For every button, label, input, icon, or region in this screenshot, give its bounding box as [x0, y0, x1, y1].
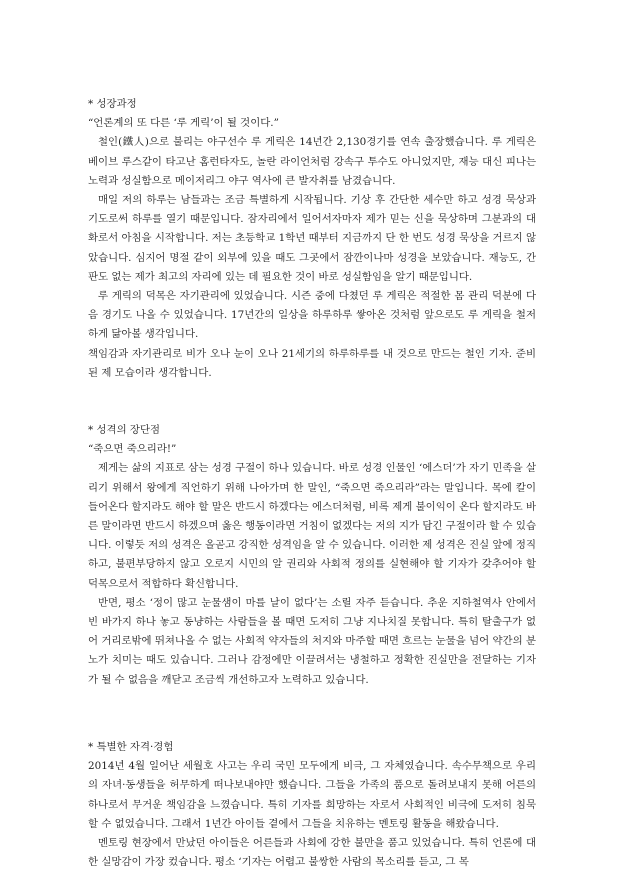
section-heading: * 성장과정 — [88, 98, 137, 110]
section-growth — [88, 95, 536, 383]
spacer — [88, 383, 536, 421]
paragraph: 철인(鐵人)으로 불리는 야구선수 루 게릭은 14년간 2,130경기를 연속 출장했습니다. 루 게릭은 베이브 루스같이 타고난 홈런타자도, 놀란 라이언처럼 강속구 투수도 아니었지만, 재능 대신 피나는 노력과 성실함으로 메이저리그 야구 역사에 큰 발자취를 남겼습니다. — [88, 136, 536, 187]
section-quote: “죽으면 죽으리라!” — [88, 443, 177, 456]
section-quote: “언론계의 또 다른 ‘루 게릭’이 될 것이다.” — [88, 117, 279, 130]
paragraph: 루 게릭의 덕목은 자기관리에 있었습니다. 시즌 중에 다쳤던 루 게릭은 적절한 몸 관리 덕분에 다음 경기도 나올 수 있었습니다. 17년간의 일상을 하루하루 쌓아온 것처럼 앞으로도 루 게릭을 철저하게 닮아볼 생각입니다. — [88, 290, 536, 341]
paragraph: 제게는 삶의 지표로 삼는 성경 구절이 하나 있습니다. 바로 성경 인물인 ‘에스더’가 자기 민족을 살리기 위해서 왕에게 직언하기 위해 나아가며 한 말인, “죽으면 죽으리라”라는 말입니다. 목에 칼이 들어온다 할지라도 해야 할 말은 반드시 하겠다는 에스더처럼, 비록 제게 불이익이 온다 할지라도 바른 말이라면 반드시 하겠으며 옳은 행동이라면 거침이 없겠다는 저의 지가 담긴 구절이라 할 수 있습니다. 이렇듯 저의 성격은 올곧고 강직한 성격임을 알 수 있습니다. 이러한 제 성격은 진실 앞에 정직하고, 불편부당하지 않고 오로지 시민의 알 권리와 사회적 정의를 실현해야 할 기자가 갖추어야 할 덕목으로서 적합하다 확신합니다. — [88, 462, 536, 590]
spacer — [88, 690, 536, 738]
section-experience — [88, 738, 536, 872]
paragraph: 2014년 4월 일어난 세월호 사고는 우리 국민 모두에게 비극, 그 자체였습니다. 속수무책으로 우리의 자녀·동생들을 허무하게 떠나보내야만 했습니다. 그들을 가족의 품으로 돌려보내지 못해 어른의 하나로서 무거운 책임감을 느꼈습니다. 특히 기자를 희망하는 자로서 사회적인 비극에 도저히 침묵할 수 없었습니다. 그래서 1년간 아이들 곁에서 그들을 치유하는 멘토링 활동을 해왔습니다. — [88, 760, 536, 830]
section-heading: * 성격의 장단점 — [88, 424, 161, 437]
paragraph: 멘토링 현장에서 만났던 아이들은 어른들과 사회에 강한 불만을 품고 있었습니다. 특히 언론에 대한 실망감이 가장 컸습니다. 평소 ‘기자는 어렵고 불쌍한 사람의 목소리를 듣고, 그 목 — [88, 836, 536, 869]
document-body — [88, 95, 536, 872]
section-heading: * 특별한 자격·경험 — [88, 740, 174, 753]
section-personality — [88, 421, 536, 690]
paragraph: 매일 저의 하루는 남들과는 조금 특별하게 시작됩니다. 기상 후 간단한 세수만 하고 성경 묵상과 기도로써 하루를 열기 때문입니다. 잠자리에서 일어서자마자 제가 믿는 신을 묵상하며 그분과의 대화로서 아침을 시작합니다. 저는 초등학교 1학년 때부터 지금까지 단 한 번도 성경 묵상을 거르지 않았습니다. 심지어 명절 같이 외부에 있을 때도 그곳에서 잠깐이나마 성경을 보았습니다. 재능도, 간판도 없는 제가 최고의 자리에 있는 데 필요한 것이 바로 성실함임을 알기 때문입니다. — [88, 194, 536, 283]
paragraph: 반면, 평소 ‘정이 많고 눈물샘이 마를 날이 없다’는 소릴 자주 듣습니다. 추운 지하철역사 안에서 빈 바가지 하나 놓고 동냥하는 사람들을 볼 때면 도저히 그냥 지나치질 못합니다. 특히 탈출구가 없어 거리로밖에 뛰쳐나올 수 없는 사회적 약자들의 처지와 마주할 때면 흐르는 눈물을 넘어 약간의 분노가 치미는 때도 있습니다. 그러나 감정에만 이끌려서는 냉철하고 정확한 진실만을 전달하는 기자가 될 수 없음을 깨닫고 조금씩 개선하고자 노력하고 있습니다. — [88, 596, 536, 686]
paragraph: 책임감과 자기관리로 비가 오나 눈이 오나 21세기의 하루하루를 내 것으로 만드는 철인 기자. 준비된 제 모습이라 생각합니다. — [88, 347, 536, 379]
